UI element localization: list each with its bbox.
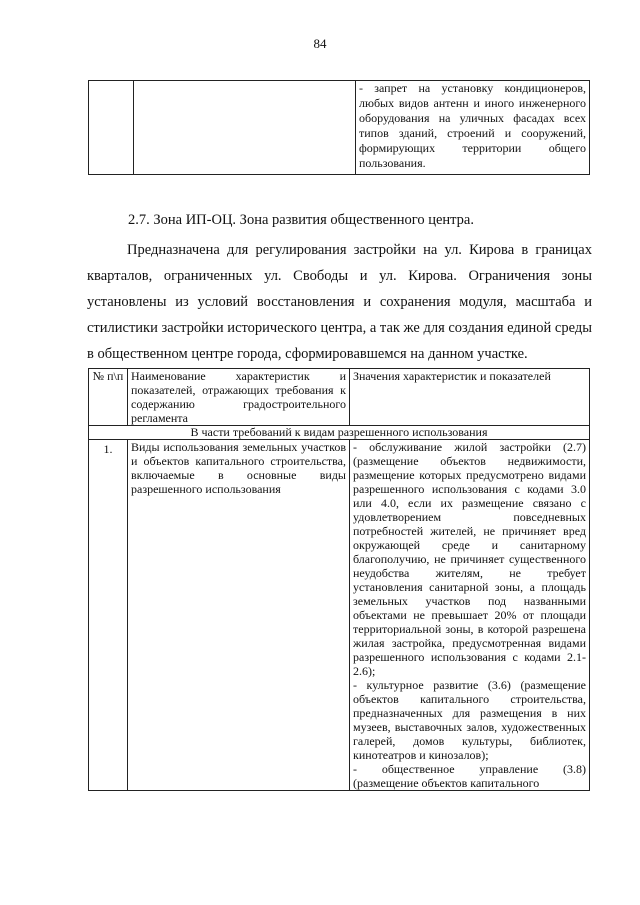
table-subheading: В части требований к видам разрешенного использования — [89, 426, 590, 440]
value-item: - общественное управление (3.8) (размещение объектов капитального — [353, 762, 586, 790]
table-row — [89, 440, 590, 791]
table-row — [89, 81, 590, 175]
continued-table — [88, 80, 590, 175]
row-value — [350, 440, 590, 791]
empty-number-cell — [89, 81, 134, 175]
regulations-table — [88, 368, 590, 791]
row-number: 1. — [89, 440, 128, 791]
header-number: № п\п — [89, 369, 128, 426]
continued-value-cell — [356, 81, 590, 175]
value-item: - обслуживание жилой застройки (2.7) (размещение объектов недвижимости, размещение которых предусмотрено видами разрешенного использования с кодами 3.0 или 4.0, если их размещение связано с удовлетворением повседневных потребностей жителей, не причиняет вред окружающей среде и санитарному благополучию, не причиняет существенного неудобства жителям, не требует установления санитарной зоны, а площадь земельных участков под названными объектами не превышает 20% от площади территориальной зоны, в которой разрешена жилая застройка, предусмотренная видами разрешенного использования с кодами 2.1- 2.6); — [353, 440, 586, 678]
section-intro: Предназначена для регулирования застройки на ул. Кирова в границах кварталов, ограниченных ул. Свободы и ул. Кирова. Ограничения зоны установлены из условий восстановления и сохранения модуля, масштаба и стилистики застройки исторического центра, а так же для создания единой среды в общественном центре города, сформировавшемся на данном участке. — [87, 242, 592, 362]
header-value: Значения характеристик и показателей — [350, 369, 590, 426]
header-name: Наименование характеристик и показателей, отражающих требования к содержанию градостроительного регламента — [128, 369, 350, 426]
page-number: 84 — [313, 36, 327, 51]
table-subheading-row — [89, 426, 590, 440]
row-name: Виды использования земельных участков и объектов капитального строительства, включаемые в основные виды разрешенного использования — [128, 440, 350, 791]
empty-name-cell — [134, 81, 356, 175]
continued-cell-text: - запрет на установку кондиционеров, любых видов антенн и иного инженерного оборудования на уличных фасадах всех типов зданий, строений и сооружений, формирующих территории общего пользования. — [359, 81, 586, 170]
value-item: - культурное развитие (3.6) (размещение объектов капитального строительства, предназначенных для размещения в них музеев, выставочных залов, художественных галерей, домов культуры, библиотек, кинотеатров и кинозалов); — [353, 678, 586, 762]
table-header-row — [89, 369, 590, 426]
section-heading: 2.7. Зона ИП-ОЦ. Зона развития общественного центра. — [128, 212, 474, 228]
